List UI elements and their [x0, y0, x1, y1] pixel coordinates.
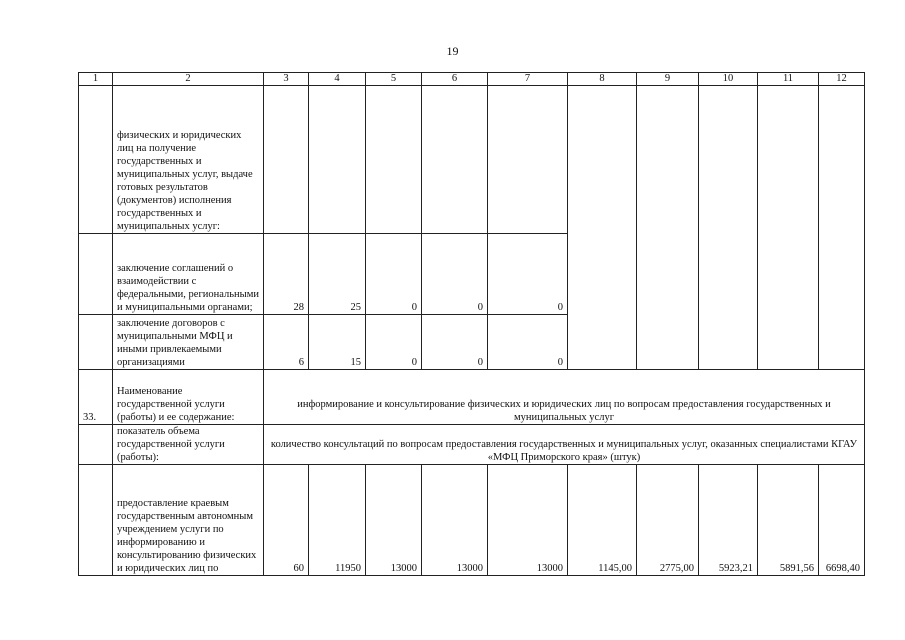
value-cell: 28	[264, 234, 309, 315]
column-header: 7	[488, 73, 568, 86]
column-header: 11	[758, 73, 819, 86]
column-header: 4	[309, 73, 366, 86]
row-label: заключение соглашений о взаимодействии с федеральными, региональными и муниципальными органами;	[113, 234, 264, 315]
volume-indicator-text: количество консультаций по вопросам предоставления государственных и муниципальных услуг, оказанных специалистами КГАУ «МФЦ Приморского края» (штук)	[264, 425, 865, 465]
table-row	[79, 370, 865, 425]
value-cell: 13000	[422, 465, 488, 576]
value-cell: 0	[488, 315, 568, 370]
row-label: Наименование государственной услуги (работы) и ее содержание:	[113, 370, 264, 425]
value-cell: 6698,40	[819, 465, 865, 576]
column-header: 8	[568, 73, 637, 86]
column-header: 5	[366, 73, 422, 86]
row-label: предоставление краевым государственным автономным учреждением услуги по информированию и консультированию физических и юридических лиц по	[113, 465, 264, 576]
value-cell: 5923,21	[699, 465, 758, 576]
column-header: 6	[422, 73, 488, 86]
table-row	[79, 465, 865, 576]
index-cell	[79, 86, 113, 234]
page-number: 19	[446, 44, 459, 58]
value-cell: 0	[422, 315, 488, 370]
value-cell: 1145,00	[568, 465, 637, 576]
value-cell: 11950	[309, 465, 366, 576]
column-header: 3	[264, 73, 309, 86]
column-header: 9	[637, 73, 699, 86]
row-label: заключение договоров с муниципальными МФЦ и иными привлекаемыми организациями	[113, 315, 264, 370]
column-header-row	[79, 73, 865, 86]
table-row	[79, 86, 865, 234]
service-name-text: информирование и консультирование физических и юридических лиц по вопросам предоставления государственных и муниципальных услуг	[264, 370, 865, 425]
value-cell: 0	[488, 234, 568, 315]
value-cell: 25	[309, 234, 366, 315]
value-cell: 0	[366, 234, 422, 315]
value-cell: 15	[309, 315, 366, 370]
value-cell: 5891,56	[758, 465, 819, 576]
value-cell: 13000	[366, 465, 422, 576]
row-label: физических и юридических лиц на получение государственных и муниципальных услуг, выдаче готовых результатов (документов) исполнения государственных и муниципальных услуг:	[113, 86, 264, 234]
column-header: 12	[819, 73, 865, 86]
budget-table	[78, 72, 865, 576]
column-header: 10	[699, 73, 758, 86]
value-cell: 60	[264, 465, 309, 576]
value-cell: 13000	[488, 465, 568, 576]
value-cell: 0	[366, 315, 422, 370]
index-cell: 33.	[79, 370, 113, 425]
column-header: 1	[79, 73, 113, 86]
value-cell: 0	[422, 234, 488, 315]
table-row	[79, 425, 865, 465]
row-label: показатель объема государственной услуги (работы):	[113, 425, 264, 465]
column-header: 2	[113, 73, 264, 86]
value-cell: 2775,00	[637, 465, 699, 576]
value-cell: 6	[264, 315, 309, 370]
